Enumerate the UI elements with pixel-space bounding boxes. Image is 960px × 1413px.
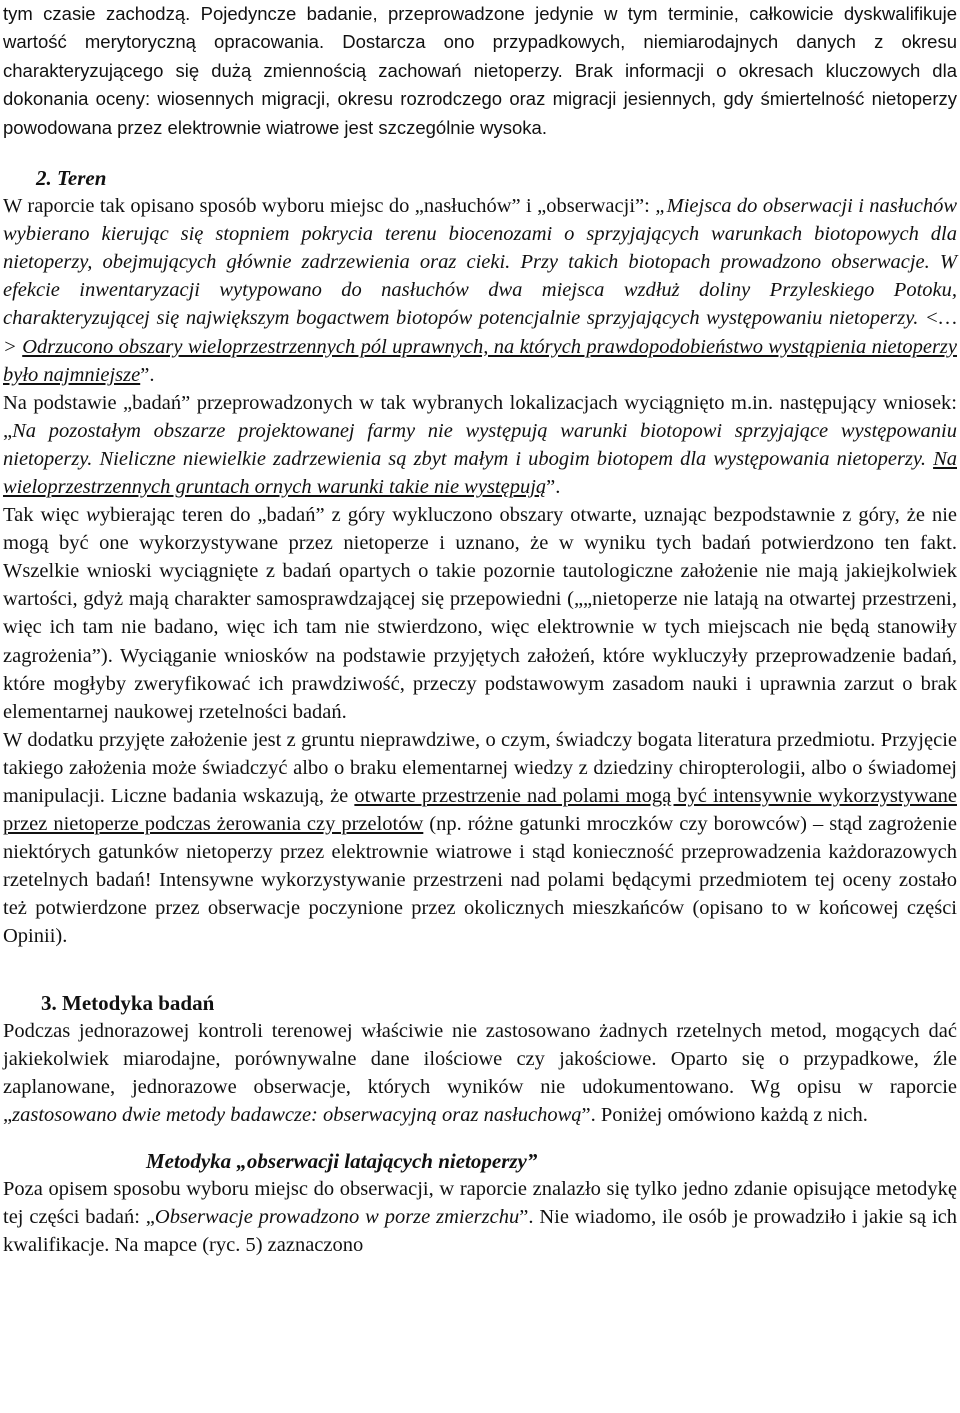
teren-p1-quote: „Miejsca do obserwacji i nasłuchów wybierano kierując się stopniem pokrycia terenu biocenozami o sprzyjających warunkach biotopowych dla nietoperzy, obejmujących głównie zadrzewienia oraz cieki. Przy takich biotopach prowadzono obserwacje. [3,195,957,274]
teren-p3-text-b: ybierając teren do „badań” z góry wykluczono obszary otwarte, uznając bezpodstawnie z góry, że nie mogą być one wykorzystywane przez nietoperze i uznano, że w wyniku tych badań potwierdzono ten fakt. Wszelkie wnioski wyciągnięte z badań opartych o takie pozornie tautologiczne założenie nie mają jakiejkolwiek wartości, gdyż mają charakter samosprawdzającej się przepowiedni („„nietoperze nie latają na otwartej przestrzeni, więc ich tam nie badano, więc ich tam nie stwierdzono, więc elektrownie w tych miejscach nie będą stanowiły zagrożenia”). Wyciąganie wniosków na podstawie przyjętych założeń, które wykluczyły przeprowadzenie badań, które mogłyby zweryfikować ich prawdziwość, przeczy podstawowym zasadom nauki i uprawnia zarzut o brak elementarnej naukowej rzetelności badań. [3,504,957,723]
metodyka-p2-text-b: ”. Nie wiadomo, ile osób je prowadziło i jakie są ich kwalifikacje. Na mapce (ryc. 5) zaznaczono [3,1206,957,1257]
metodyka-p1-text-a: Podczas jednorazowej kontroli terenowej właściwie nie zastosowano żadnych rzetelnych metod, mogących dać jakiekolwiek miarodajne, porównywalne dane ilościowe czy jakościowe. Oparto się o przypadkowe, źle zaplanowane, jednorazowe obserwacje, których wyników nie udokumentowano. Wg opisu w raporcie „ [3,1019,957,1126]
teren-paragraph-3 [3,501,957,726]
metodyka-p2-text-a: Poza opisem sposobu wyboru miejsc do obserwacji, w raporcie znalazło się tylko jedno zdanie opisujące metodykę tej części badań: „ [3,1177,957,1229]
intro-paragraph: tym czasie zachodzą. Pojedyncze badanie, przeprowadzone jedynie w tym terminie, całkowicie dyskwalifikuje wartość merytoryczną opracowania. Dostarcza ono przypadkowych, niemiarodajnych danych z okresu charakteryzującego się dużą zmiennością zachowań nietoperzy. Brak informacji o okresach kluczowych dla dokonania oceny: wiosennych migracji, okresu rozrodczego oraz migracji jesiennych, gdy śmiertelność nietoperzy powodowana przez elektrownie wiatrowe jest szczególnie wysoka. [3,3,957,138]
teren-p4-text-a: W dodatku przyjęte założenie jest z gruntu nieprawdziwe, o czym, świadczy bogata literatura przedmiotu. Przyjęcie takiego założenia może świadczyć albo o braku elementarnej wiedzy z dziedziny chiropterologii, albo o świadomej manipulacji. Liczne badania wskazują, że [3,728,957,807]
teren-p3-w: w [86,504,100,527]
metodyka-paragraph-2 [3,1175,957,1259]
teren-p2-italic: Na pozostałym obszarze projektowanej farmy nie występują warunki biotopowi sprzyjające występowaniu nietoperzy. Nieliczne niewielkie zadrzewienia są zbyt małym i ubogim biotopem dla występowania nietoperzy. [3,419,957,470]
section-heading-metodyka: 3. Metodyka badań [41,990,215,1015]
subheading-obserwacje: Metodyka „obserwacji latających nietoperzy” [146,1148,538,1173]
metodyka-paragraph-1 [3,1017,957,1129]
section-heading-teren: 2. Teren [36,166,107,191]
teren-paragraph-1 [3,192,957,389]
teren-p2-text-a: Na podstawie „badań” przeprowadzonych w tak wybranych lokalizacjach wyciągnięto m.in. następujący wniosek: „ [3,391,957,442]
teren-p4-underlined: otwarte przestrzenie nad polami mogą być intensywnie wykorzystywane przez nietoperze podczas żerowania czy przelotów [3,785,957,836]
teren-p1-end: ”. [140,363,155,386]
teren-p2-underlined: Na wieloprzestrzennych gruntach ornych warunki takie nie występują [3,447,957,498]
teren-p2-end: ”. [546,475,561,498]
teren-paragraph-2 [3,389,957,501]
teren-p1-underlined: Odrzucono obszary wieloprzestrzennych pól uprawnych, na których prawdopodobieństwo wystąpienia nietoperzy było najmniejsze [3,335,957,386]
metodyka-p2-italic: Obserwacje prowadzono w porze zmierzchu [154,1206,520,1229]
teren-p4-text-b: (np. różne gatunki mroczków czy borowców) – stąd zagrożenie niektórych gatunków nietoperzy przez elektrownie wiatrowe i stąd konieczność przeprowadzenia każdorazowych rzetelnych badań! Intensywne wykorzystywanie przestrzeni nad polami będącymi przedmiotem tej oceny zostało też potwierdzone przez obserwacje poczynione przez okolicznych mieszkańców (opisano to w końcowej części Opinii). [3,813,957,948]
metodyka-p1-text-b: ”. Poniżej omówiono każdą z nich. [581,1103,868,1126]
metodyka-p1-italic: zastosowano dwie metody badawcze: obserwacyjną oraz nasłuchową [12,1103,582,1126]
teren-p1-text-b: W efekcie inwentaryzacji wytypowano do nasłuchów dwa miejsca wzdłuż doliny Przyleskiego Potoku, charakteryzującej się największym bogactwem biotopów potencjalnie sprzyjających występowaniu nietoperzy. <…> [3,251,957,358]
teren-p1-text-a: W raporcie tak opisano sposób wyboru miejsc do „nasłuchów” i „obserwacji”: [3,195,656,218]
teren-paragraph-4 [3,726,957,951]
teren-p3-text-a: Tak więc [3,504,87,527]
